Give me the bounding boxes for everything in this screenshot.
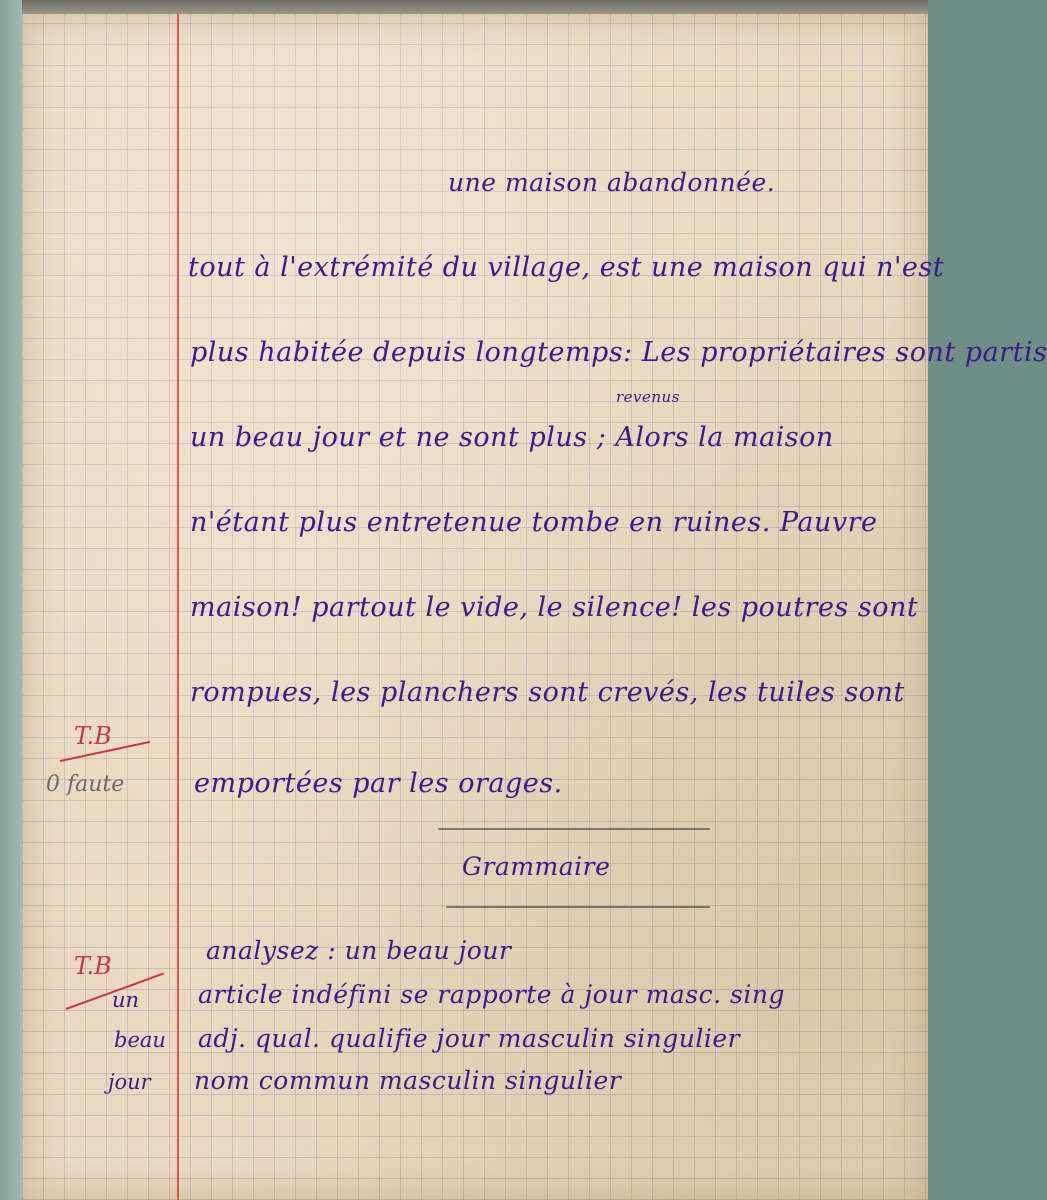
dictation-line-5: maison! partout le vide, le silence! les poutres sont	[190, 592, 919, 623]
margin-word-jour: jour	[108, 1070, 151, 1094]
analysis-line-3: nom commun masculin singulier	[194, 1066, 622, 1095]
red-margin-line	[177, 14, 179, 1200]
section-heading: Grammaire	[462, 852, 611, 881]
analysis-line-1: article indéfini se rapporte à jour masc. sing	[198, 980, 785, 1009]
dictation-line-2: plus habitée depuis longtemps: Les propriétaires sont partis	[190, 337, 1047, 368]
margin-word-un: un	[112, 988, 140, 1012]
exercise-instruction: analysez : un beau jour	[206, 936, 512, 965]
margin-grade-1: T.B	[74, 722, 112, 750]
correction-above: revenus	[616, 388, 680, 406]
heading-rule-top	[438, 828, 710, 830]
dictation-line-6: rompues, les planchers sont crevés, les tuiles sont	[190, 677, 905, 708]
heading-rule-bottom	[446, 906, 710, 908]
margin-grade-2: T.B	[74, 952, 112, 980]
dictation-line-4: n'étant plus entretenue tombe en ruines. Pauvre	[190, 507, 878, 538]
margin-note-pencil: 0 faute	[46, 772, 125, 797]
margin-word-beau: beau	[114, 1028, 166, 1052]
dictation-line-1: tout à l'extrémité du village, est une maison qui n'est	[188, 252, 945, 283]
analysis-line-2: adj. qual. qualifie jour masculin singulier	[198, 1024, 741, 1053]
dictation-line-3: un beau jour et ne sont plus ; Alors la maison	[190, 422, 834, 453]
dictation-line-7: emportées par les orages.	[194, 768, 563, 799]
dictation-title: une maison abandonnée.	[448, 168, 776, 197]
